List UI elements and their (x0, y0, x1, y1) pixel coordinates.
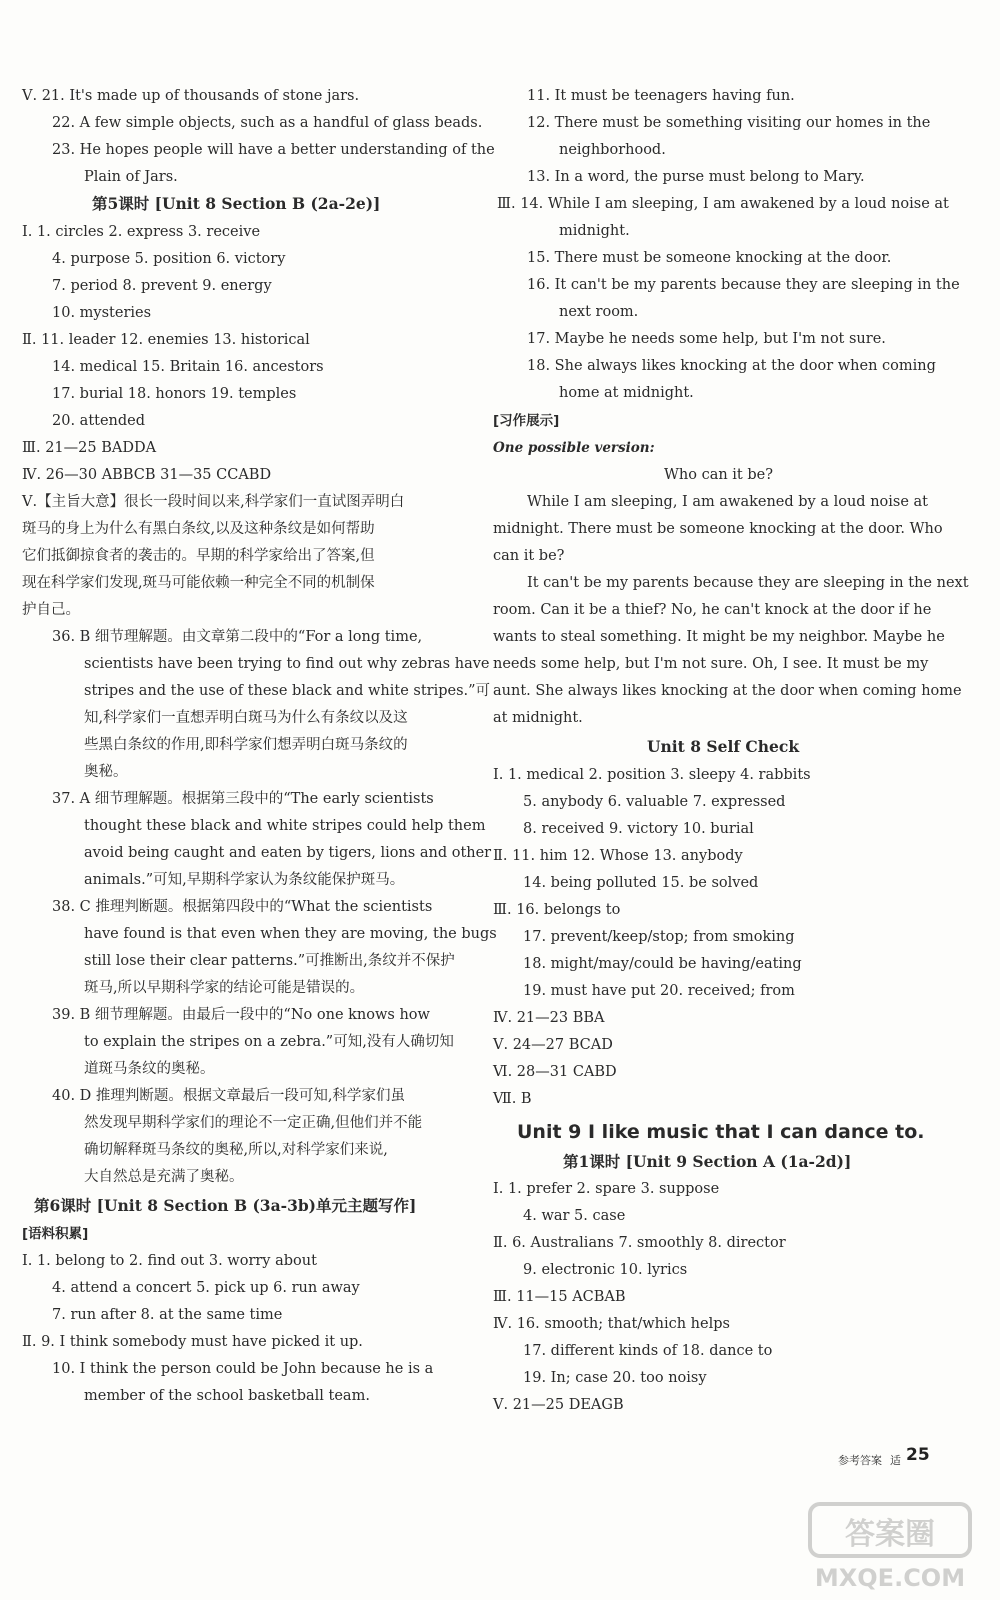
summary-line: 斑马的身上为什么有黑白条纹,以及这种条纹是如何帮助 (22, 521, 375, 537)
watermark-logo (800, 1500, 980, 1595)
answer-line: Ⅲ. 16. belongs to (493, 902, 621, 918)
section-tag: [习作展示] (493, 413, 560, 429)
answer-line: 4. purpose 5. position 6. victory (52, 251, 286, 267)
answer-line: neighborhood. (559, 142, 666, 158)
essay-title: Who can it be? (664, 467, 774, 483)
answer-line: 19. must have put 20. received; from (523, 983, 795, 999)
explanation-line: have found is that even when they are moving, the bugs (84, 926, 497, 942)
answer-line: Ⅴ. 21—25 DEAGB (493, 1397, 624, 1413)
explanation-line: 38. C 推理判断题。根据第四段中的“What the scientists (52, 899, 433, 915)
answer-line: Ⅳ. 16. smooth; that/which helps (493, 1316, 730, 1332)
answer-line: member of the school basketball team. (84, 1388, 370, 1404)
answer-line: Ⅳ. 26—30 ABBCB 31—35 CCABD (22, 467, 272, 483)
answer-line: 17. Maybe he needs some help, but I'm not sure. (527, 331, 886, 347)
answer-line: 7. run after 8. at the same time (52, 1307, 283, 1323)
answer-line: 17. prevent/keep/stop; from smoking (523, 929, 795, 945)
essay-line: room. Can it be a thief? No, he can't knock at the door if he (493, 602, 932, 618)
unit-title: Unit 9 I like music that I can dance to. (517, 1121, 925, 1143)
explanation-line: 36. B 细节理解题。由文章第二段中的“For a long time, (52, 629, 423, 645)
explanation-line: avoid being caught and eaten by tigers, lions and other (84, 845, 492, 861)
watermark-text: MXQE.COM (814, 1564, 966, 1592)
footer-label: 参考答案 (838, 1454, 882, 1467)
essay-line: While I am sleeping, I am awakened by a loud noise at (527, 494, 929, 510)
answer-line: 17. different kinds of 18. dance to (523, 1343, 773, 1359)
explanation-line: 40. D 推理判断题。根据文章最后一段可知,科学家们虽 (52, 1088, 406, 1104)
answer-line: 11. It must be teenagers having fun. (527, 88, 795, 104)
explanation-line: scientists have been trying to find out why zebras have (84, 656, 490, 672)
answer-line: 13. In a word, the purse must belong to Mary. (527, 169, 865, 185)
answer-line: 12. There must be something visiting our homes in the (527, 115, 931, 131)
answer-line: 23. He hopes people will have a better understanding of the (52, 142, 495, 158)
answer-line: 14. medical 15. Britain 16. ancestors (52, 359, 324, 375)
answer-line: 4. war 5. case (523, 1208, 626, 1224)
answer-line: 20. attended (52, 413, 146, 429)
answer-line: Ⅰ. 1. prefer 2. spare 3. suppose (493, 1181, 720, 1197)
answer-line: 18. She always likes knocking at the door when coming (527, 358, 936, 374)
answer-line: next room. (559, 304, 639, 320)
answer-line: 4. attend a concert 5. pick up 6. run away (52, 1280, 360, 1296)
page-number: 25 (906, 1445, 930, 1465)
answer-line: Ⅳ. 21—23 BBA (493, 1010, 605, 1026)
explanation-line: 奥秘。 (84, 764, 128, 780)
answer-line: Ⅵ. 28—31 CABD (493, 1064, 617, 1080)
answer-line: Ⅲ. 14. While I am sleeping, I am awakened by a loud noise at (497, 196, 949, 212)
answer-line: midnight. (559, 223, 630, 239)
answer-line: Plain of Jars. (84, 169, 178, 185)
explanation-line: 确切解释斑马条纹的奥秘,所以,对科学家们来说, (84, 1142, 388, 1158)
answer-line: Ⅰ. 1. medical 2. position 3. sleepy 4. rabbits (493, 767, 811, 783)
answer-line: Ⅱ. 11. him 12. Whose 13. anybody (493, 848, 743, 864)
answer-line: Ⅱ. 9. I think somebody must have picked it up. (22, 1334, 363, 1350)
answer-line: Ⅶ. B (493, 1091, 532, 1107)
explanation-line: 大自然总是充满了奥秘。 (84, 1169, 244, 1185)
answer-line: Ⅱ. 11. leader 12. enemies 13. historical (22, 332, 310, 348)
essay-line: needs some help, but I'm not sure. Oh, I see. It must be my (493, 656, 929, 672)
answer-line: Ⅴ. 24—27 BCAD (493, 1037, 613, 1053)
answer-line: 17. burial 18. honors 19. temples (52, 386, 297, 402)
explanation-line: 然发现早期科学家们的理论不一定正确,但他们并不能 (84, 1115, 423, 1131)
lesson-heading: 第1课时 [Unit 9 Section A (1a-2d)] (563, 1152, 852, 1171)
section-tag: [语料积累] (22, 1226, 89, 1242)
answer-line: 19. In; case 20. too noisy (523, 1370, 707, 1386)
self-check-heading: Unit 8 Self Check (647, 737, 800, 756)
answer-line: 7. period 8. prevent 9. energy (52, 278, 272, 294)
answer-line: 10. I think the person could be John because he is a (52, 1361, 434, 1377)
summary-line: 现在科学家们发现,斑马可能依赖一种完全不同的机制保 (22, 575, 375, 591)
explanation-line: 些黑白条纹的作用,即科学家们想弄明白斑马条纹的 (84, 737, 408, 753)
answer-line: 15. There must be someone knocking at the door. (527, 250, 892, 266)
explanation-line: 斑马,所以早期科学家的结论可能是错误的。 (84, 980, 365, 996)
footer-prefix: 适 (890, 1454, 901, 1467)
answer-line: Ⅱ. 6. Australians 7. smoothly 8. director (493, 1235, 786, 1251)
answer-line: 22. A few simple objects, such as a handful of glass beads. (52, 115, 483, 131)
explanation-line: thought these black and white stripes could help them (84, 818, 486, 834)
answer-line: home at midnight. (559, 385, 694, 401)
essay-line: wants to steal something. It might be my neighbor. Maybe he (493, 629, 945, 645)
answer-line: 8. received 9. victory 10. burial (523, 821, 754, 837)
answer-line: 16. It can't be my parents because they are sleeping in the (527, 277, 960, 293)
answer-line: Ⅲ. 21—25 BADDA (22, 440, 157, 456)
lesson-heading: 第6课时 [Unit 8 Section B (3a-3b)单元主题写作] (34, 1196, 417, 1215)
answer-line: 18. might/may/could be having/eating (523, 956, 802, 972)
explanation-line: animals.”可知,早期科学家认为条纹能保护斑马。 (84, 872, 405, 888)
explanation-line: 知,科学家们一直想弄明白斑马为什么有条纹以及这 (84, 710, 408, 726)
answer-line: 9. electronic 10. lyrics (523, 1262, 688, 1278)
summary-line: Ⅴ.【主旨大意】很长一段时间以来,科学家们一直试图弄明白 (22, 494, 405, 510)
answer-line: Ⅲ. 11—15 ACBAB (493, 1289, 626, 1305)
answer-line: 10. mysteries (52, 305, 152, 321)
answer-line: 5. anybody 6. valuable 7. expressed (523, 794, 786, 810)
essay-line: can it be? (493, 548, 565, 564)
watermark-logo-text: 答案圈 (845, 1517, 935, 1552)
version-label: One possible version: (493, 440, 655, 456)
watermark-icon (800, 1500, 980, 1595)
essay-line: It can't be my parents because they are sleeping in the next (527, 575, 969, 591)
explanation-line: 道斑马条纹的奥秘。 (84, 1061, 215, 1077)
answer-line: Ⅰ. 1. belong to 2. find out 3. worry about (22, 1253, 317, 1269)
summary-line: 护自己。 (22, 602, 80, 618)
explanation-line: stripes and the use of these black and white stripes.”可 (84, 683, 491, 699)
answer-line: Ⅴ. 21. It's made up of thousands of stone jars. (22, 88, 360, 104)
lesson-heading: 第5课时 [Unit 8 Section B (2a-2e)] (92, 194, 381, 213)
summary-line: 它们抵御掠食者的袭击的。早期的科学家给出了答案,但 (22, 548, 375, 564)
essay-line: at midnight. (493, 710, 583, 726)
explanation-line: to explain the stripes on a zebra.”可知,没有人确切知 (84, 1034, 454, 1050)
essay-line: midnight. There must be someone knocking at the door. Who (493, 521, 943, 537)
explanation-line: 39. B 细节理解题。由最后一段中的“No one knows how (52, 1007, 430, 1023)
explanation-line: 37. A 细节理解题。根据第三段中的“The early scientists (52, 791, 434, 807)
explanation-line: still lose their clear patterns.”可推断出,条纹并不保护 (84, 953, 455, 969)
essay-line: aunt. She always likes knocking at the door when coming home (493, 683, 962, 699)
answer-line: 14. being polluted 15. be solved (523, 875, 759, 891)
answer-line: Ⅰ. 1. circles 2. express 3. receive (22, 224, 261, 240)
